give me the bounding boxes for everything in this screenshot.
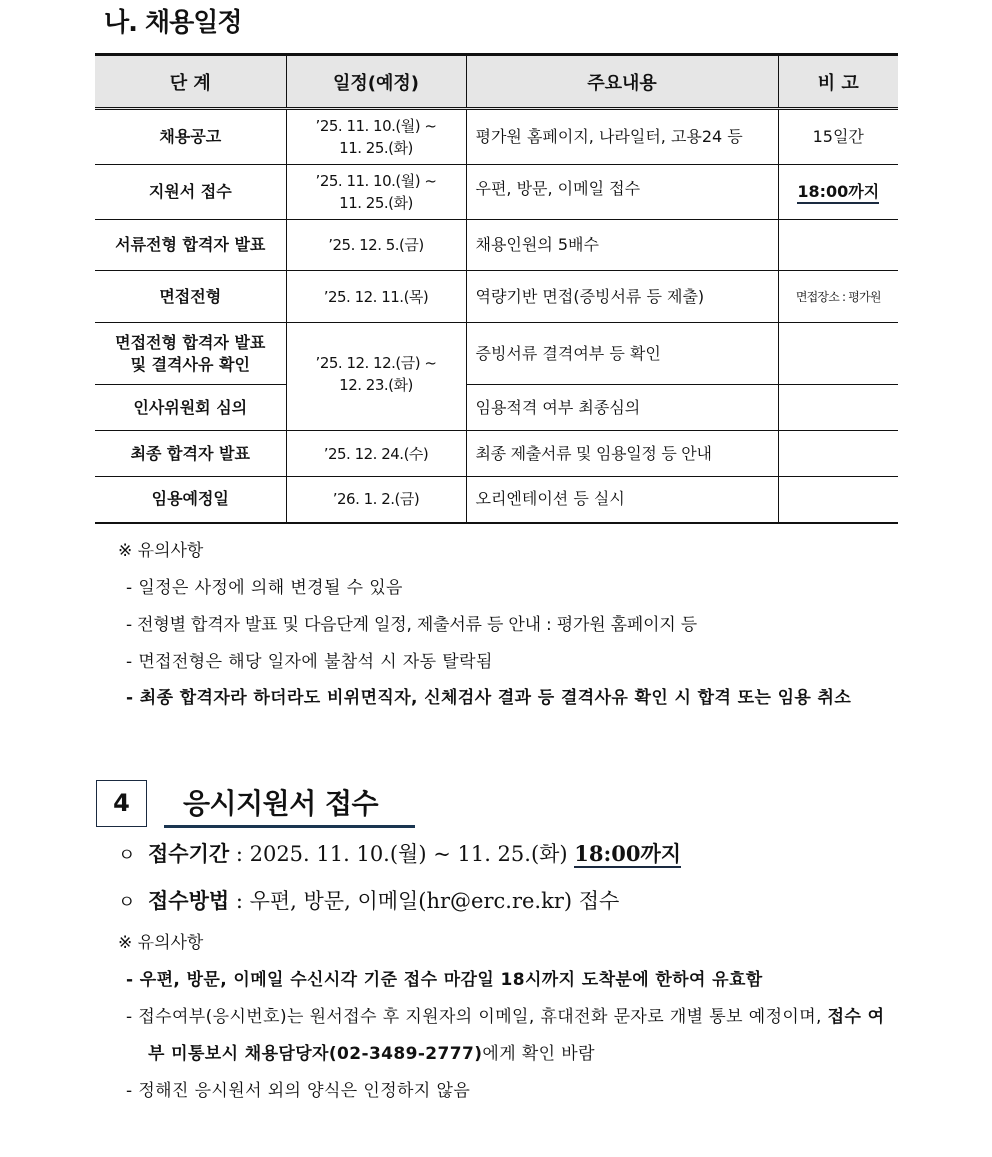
note-cell: 15일간 [778, 109, 898, 165]
date-line: ’25. 11. 10.(월) ~ [315, 172, 437, 190]
date-line: 11. 25.(화) [339, 139, 413, 157]
table-row [95, 220, 898, 271]
note-item: - 일정은 사정에 의해 변경될 수 있음 [126, 578, 403, 598]
content-cell: 채용인원의 5배수 [466, 220, 778, 271]
note-item: - 정해진 응시원서 외의 양식은 인정하지 않음 [126, 1081, 471, 1101]
table-row [95, 431, 898, 477]
date-line: ’25. 11. 10.(월) ~ [315, 117, 437, 135]
deadline-note: 18:00까지 [797, 182, 879, 204]
date-cell [286, 165, 466, 220]
content-cell: 평가원 홈페이지, 나라일터, 고용24 등 [466, 109, 778, 165]
period-separator: : [229, 842, 250, 866]
schedule-table [95, 53, 898, 524]
table-header-row [95, 55, 898, 109]
method-value: 우편, 방문, 이메일(hr@erc.re.kr) 접수 [249, 889, 620, 913]
date-line: ’25. 12. 12.(금) ~ [315, 354, 437, 372]
date-cell: ’25. 12. 5.(금) [286, 220, 466, 271]
stage-line: 및 결격사유 확인 [130, 354, 250, 374]
stage-cell: 채용공고 [95, 109, 286, 165]
content-cell: 오리엔테이션 등 실시 [466, 477, 778, 523]
notes-schedule [118, 533, 898, 716]
note-cell [778, 385, 898, 431]
note-cell [778, 477, 898, 523]
note-item-emphasis: - 우편, 방문, 이메일 수신시각 기준 접수 마감일 18시까지 도착분에 한하여 유효함 [126, 970, 763, 990]
table-row [95, 271, 898, 323]
table-row [95, 109, 898, 165]
notes-heading: ※ 유의사항 [118, 933, 204, 953]
note-cell [778, 323, 898, 385]
note-cell [778, 431, 898, 477]
note-cell [778, 220, 898, 271]
date-cell [286, 109, 466, 165]
content-cell: 증빙서류 결격여부 등 확인 [466, 323, 778, 385]
header-stage: 단 계 [95, 55, 286, 109]
section-number-box: 4 [96, 780, 147, 827]
table-row [95, 323, 898, 385]
content-cell: 임용적격 여부 최종심의 [466, 385, 778, 431]
notes-application [118, 925, 898, 1110]
date-line: 11. 25.(화) [339, 194, 413, 212]
date-cell [286, 323, 466, 431]
application-period-line [118, 838, 681, 868]
note-cell [778, 165, 898, 220]
stage-cell: 지원서 접수 [95, 165, 286, 220]
table-row [95, 477, 898, 523]
date-cell: ’25. 12. 11.(목) [286, 271, 466, 323]
stage-cell: 서류전형 합격자 발표 [95, 220, 286, 271]
note-item: - 면접전형은 해당 일자에 불참석 시 자동 탈락됨 [126, 652, 493, 672]
note-item [118, 999, 898, 1073]
section-title-application: 응시지원서 접수 [164, 782, 415, 828]
note-text: - 접수여부(응시번호)는 원서접수 후 지원자의 이메일, 휴대전화 문자로 개별 통보 예정이며, [126, 1007, 828, 1027]
stage-line: 면접전형 합격자 발표 [115, 332, 266, 352]
date-cell: ’25. 12. 24.(수) [286, 431, 466, 477]
stage-cell: 최종 합격자 발표 [95, 431, 286, 477]
method-separator: : [229, 889, 250, 913]
content-cell: 최종 제출서류 및 임용일정 등 안내 [466, 431, 778, 477]
circle-bullet-icon: ㅇ [118, 845, 136, 866]
period-label: 접수기간 [148, 842, 230, 866]
method-label: 접수방법 [148, 889, 230, 913]
note-item: - 전형별 합격자 발표 및 다음단계 일정, 제출서류 등 안내 : 평가원 홈페이지 등 [126, 615, 697, 635]
date-line: 12. 23.(화) [339, 376, 413, 394]
stage-cell: 인사위원회 심의 [95, 385, 286, 431]
note-item-emphasis: - 최종 합격자라 하더라도 비위면직자, 신체검사 결과 등 결격사유 확인 시 합격 또는 임용 취소 [126, 688, 852, 708]
section-title-schedule: 나. 채용일정 [104, 8, 242, 38]
date-cell: ’26. 1. 2.(금) [286, 477, 466, 523]
period-value: 2025. 11. 10.(월) ~ 11. 25.(화) [249, 842, 575, 866]
table-row [95, 385, 898, 431]
header-note: 비 고 [778, 55, 898, 109]
contact-phone: 접수 여부 미통보시 채용담당자(02-3489-2777) [148, 1007, 885, 1064]
stage-cell [95, 323, 286, 385]
application-method-line [118, 885, 619, 915]
stage-cell: 임용예정일 [95, 477, 286, 523]
stage-cell: 면접전형 [95, 271, 286, 323]
period-deadline: 18:00까지 [574, 841, 682, 866]
note-text: 에게 확인 바람 [482, 1044, 595, 1064]
header-date: 일정(예정) [286, 55, 466, 109]
content-cell: 우편, 방문, 이메일 접수 [466, 165, 778, 220]
table-row [95, 165, 898, 220]
content-cell: 역량기반 면접(증빙서류 등 제출) [466, 271, 778, 323]
circle-bullet-icon: ㅇ [118, 892, 136, 913]
note-cell: 면접장소 : 평가원 [778, 271, 898, 323]
notes-heading: ※ 유의사항 [118, 541, 204, 561]
header-content: 주요내용 [466, 55, 778, 109]
